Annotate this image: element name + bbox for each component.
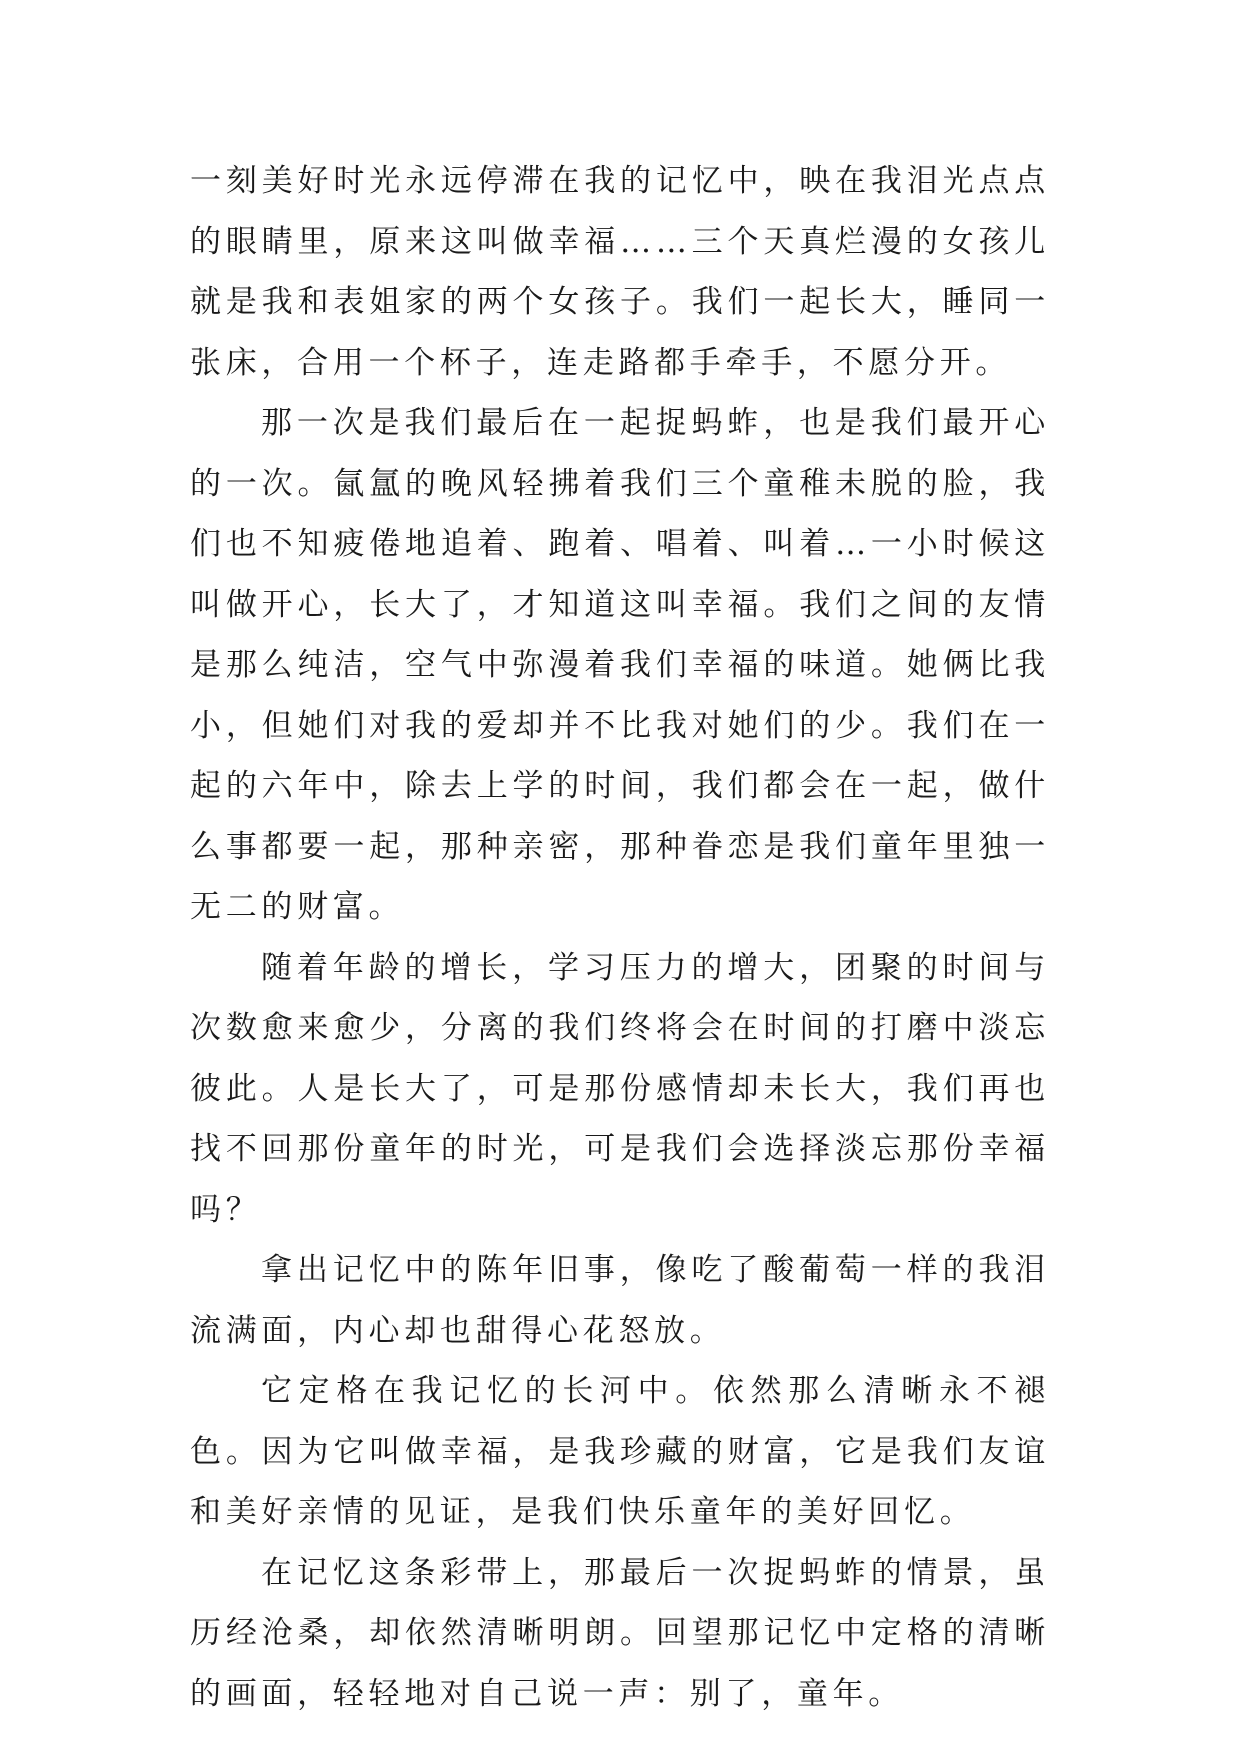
paragraph-4: 拿出记忆中的陈年旧事，像吃了酸葡萄一样的我泪流满面，内心却也甜得心花怒放。 bbox=[190, 1252, 1050, 1349]
paragraph-2: 那一次是我们最后在一起捉蚂蚱，也是我们最开心的一次。氤氲的晚风轻拂着我们三个童稚未脱的脸，我们也不知疲倦地追着、跑着、唱着、叫着…一小时候这叫做开心，长大了，才知道这叫幸福。我们之间的友情是那么纯洁，空气中弥漫着我们幸福的味道。她俩比我小，但她们对我的爱却并不比我对她们的少。我们在一起的六年中，除去上学的时间，我们都会在一起，做什么事都要一起，那种亲密，那种眷恋是我们童年里独一无二的财富。 bbox=[190, 405, 1050, 925]
paragraph-1: 一刻美好时光永远停滞在我的记忆中，映在我泪光点点的眼睛里，原来这叫做幸福……三个天真烂漫的女孩儿就是我和表姐家的两个女孩子。我们一起长大，睡同一张床，合用一个杯子，连走路都手牵手，不愿分开。 bbox=[190, 163, 1050, 381]
paragraph-6: 在记忆这条彩带上，那最后一次捉蚂蚱的情景，虽历经沧桑，却依然清晰明朗。回望那记忆中定格的清晰的画面，轻轻地对自己说一声：别了，童年。 bbox=[190, 1554, 1050, 1712]
paragraph-5: 它定格在我记忆的长河中。依然那么清晰永不褪色。因为它叫做幸福，是我珍藏的财富，它是我们友谊和美好亲情的见证，是我们快乐童年的美好回忆。 bbox=[190, 1373, 1050, 1530]
essay-body bbox=[190, 151, 1050, 1724]
paragraph-3: 随着年龄的增长，学习压力的增大，团聚的时间与次数愈来愈少，分离的我们终将会在时间的打磨中淡忘彼此。人是长大了，可是那份感情却未长大，我们再也找不回那份童年的时光，可是我们会选择淡忘那份幸福吗？ bbox=[190, 949, 1050, 1228]
